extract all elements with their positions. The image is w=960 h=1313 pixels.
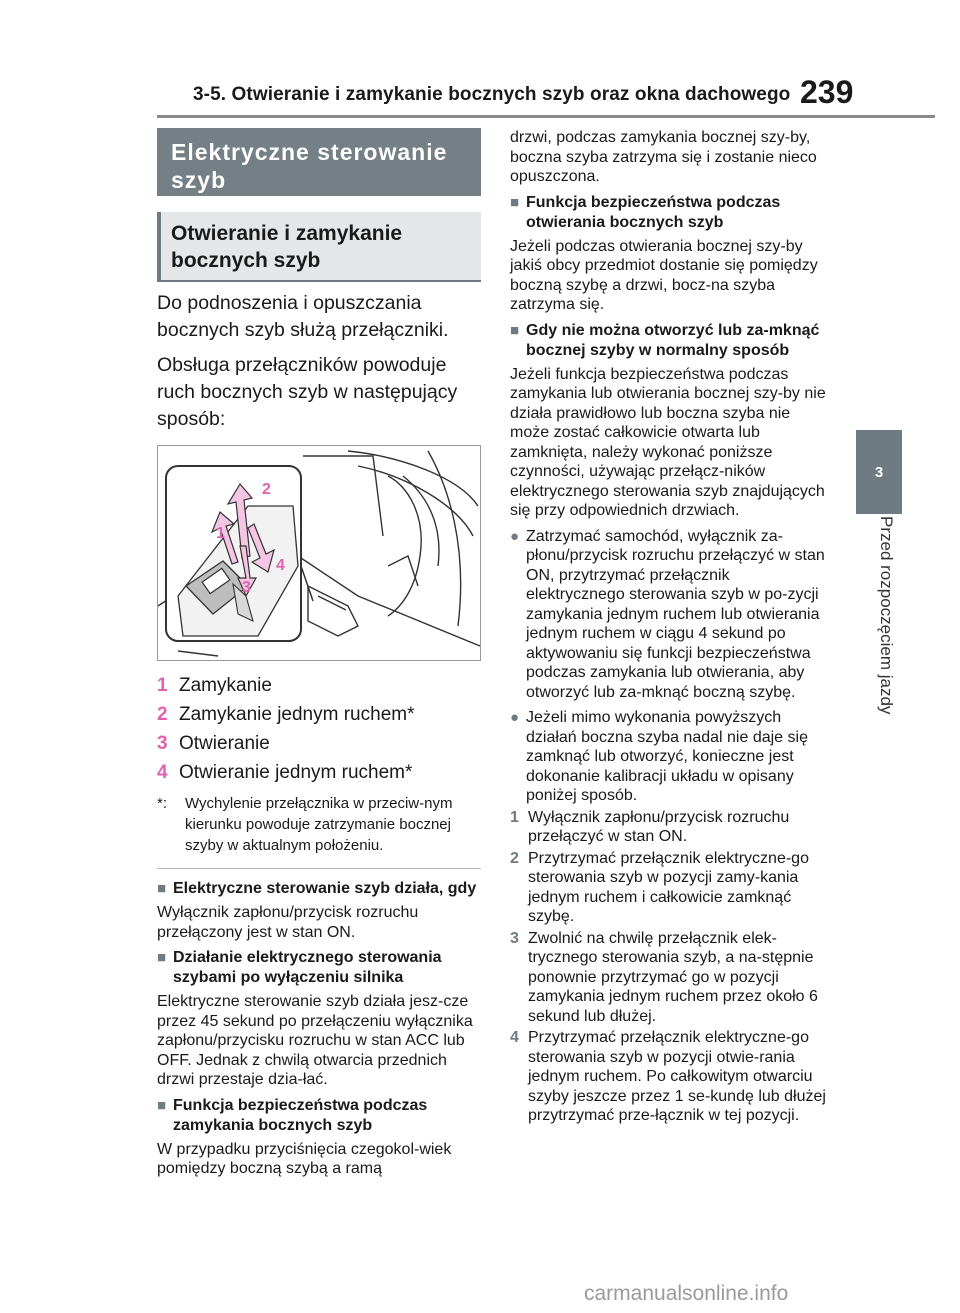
footnote	[157, 793, 481, 856]
legend-number: 4	[157, 762, 168, 783]
topic-title: Funkcja bezpieczeństwa podczas zamykania bocznych szyb	[173, 1096, 428, 1134]
topic-title: Elektryczne sterowanie szyb działa, gdy	[173, 880, 477, 897]
figure-label-4: 4	[276, 557, 285, 574]
left-column	[157, 128, 481, 1179]
legend-item	[157, 671, 481, 700]
legend-text: Otwieranie	[179, 733, 270, 754]
numbered-step	[510, 929, 830, 1027]
subsection-heading: Otwieranie i zamykanie bocznych szyb	[157, 212, 481, 282]
legend-item	[157, 729, 481, 758]
bullet-item	[510, 527, 830, 703]
step-number: 2	[510, 849, 519, 867]
footnote-text: Wychylenie przełącznika w przeciw-nym kierunku powoduje zatrzymanie bocznej szyby w aktualnym położeniu.	[185, 795, 453, 854]
topic-heading	[510, 193, 830, 233]
legend-item	[157, 700, 481, 729]
step-text: Przytrzymać przełącznik elektryczne-go sterowania szyb w pozycji otwie-rania jednym ruchem. Po całkowitym otwarciu szyby jeszcze przez 1 se-kundę lub dłużej przytrzymać prze-łącznik w tej pozycji.	[528, 1029, 826, 1124]
legend-text: Zamykanie	[179, 675, 272, 696]
circle-bullet-icon: ●	[510, 709, 520, 726]
legend-number: 1	[157, 675, 168, 696]
square-bullet-icon: ■	[510, 321, 520, 339]
step-text: Wyłącznik zapłonu/przycisk rozruchu przełączyć w stan ON.	[528, 808, 790, 845]
step-number: 4	[510, 1029, 519, 1046]
topic-body: Jeżeli podczas otwierania bocznej szy-by jakiś obcy przedmiot dostanie się pomiędzy boczną szybę a drzwi, bocz-na szyba zatrzyma się.	[510, 237, 818, 313]
page-number: 239	[800, 74, 854, 110]
chapter-label: Przed rozpoczęciem jazdy	[877, 516, 896, 715]
circle-bullet-icon: ●	[510, 527, 520, 545]
right-column	[510, 128, 830, 1126]
continued-text: drzwi, podczas zamykania bocznej szy-by, boczna szyba zatrzyma się i zostanie nieco opuszczona.	[510, 129, 817, 185]
figure-label-1: 1	[216, 525, 225, 542]
legend-item	[157, 758, 481, 787]
header-rule	[157, 115, 935, 118]
legend-number: 3	[157, 733, 168, 754]
bullet-text: Jeżeli mimo wykonania powyższych działań boczna szyba nadal nie daje się zamknąć lub otworzyć, konieczne jest dokonanie kalibracji układu w opisany poniżej sposób.	[526, 709, 808, 804]
step-number: 1	[510, 808, 519, 826]
running-header: 3-5. Otwieranie i zamykanie bocznych szyb oraz okna dachowego	[193, 84, 791, 105]
topic-title: Funkcja bezpieczeństwa podczas otwierania bocznych szyb	[526, 193, 781, 231]
divider	[157, 868, 481, 869]
topic-body: Jeżeli funkcja bezpieczeństwa podczas zamykania lub otwierania bocznej szy-by nie działa prawidłowo lub boczna szyba nie może zostać całkowicie otwarta lub zamknięta, należy wykonać poniższe czynności, używając przełącz-ników elektrycznego sterowania szyb znajdujących się przy odpowiednich drzwiach.	[510, 365, 826, 519]
step-text: Przytrzymać przełącznik elektryczne-go sterowania szyb w pozycji zamy-kania jednym ruchem i całkowicie zamknąć szybę.	[528, 849, 809, 925]
topic-heading	[157, 948, 481, 988]
step-number: 3	[510, 929, 519, 947]
intro-paragraph: Do podnoszenia i opuszczania bocznych szyb służą przełączniki.	[157, 292, 449, 341]
window-switch-illustration	[157, 445, 481, 661]
topic-body: Wyłącznik zapłonu/przycisk rozruchu przełączony jest w stan ON.	[157, 904, 419, 941]
numbered-step	[510, 1028, 830, 1126]
figure-label-2: 2	[262, 481, 271, 498]
square-bullet-icon: ■	[157, 949, 167, 966]
chapter-tab: 3	[856, 430, 902, 514]
footnote-mark: *:	[157, 795, 168, 812]
topic-title: Działanie elektrycznego sterowania szybami po wyłączeniu silnika	[173, 949, 442, 986]
bullet-item	[510, 708, 830, 806]
section-heading: Elektryczne sterowanie szyb	[157, 128, 481, 196]
square-bullet-icon: ■	[157, 880, 167, 897]
topic-heading	[157, 1096, 481, 1136]
topic-body: W przypadku przyciśnięcia czegokol-wiek pomiędzy boczną szybą a ramą	[157, 1140, 452, 1177]
watermark: carmanualsonline.info	[584, 1282, 789, 1305]
square-bullet-icon: ■	[157, 1096, 167, 1114]
legend-text: Zamykanie jednym ruchem*	[179, 704, 415, 725]
figure-label-3: 3	[242, 579, 251, 596]
square-bullet-icon: ■	[510, 193, 520, 211]
numbered-step	[510, 849, 830, 927]
topic-heading	[510, 321, 830, 361]
topic-title: Gdy nie można otworzyć lub za-mknąć bocznej szyby w normalny sposób	[526, 321, 820, 359]
illustration-svg	[158, 446, 480, 660]
legend-number: 2	[157, 704, 168, 725]
numbered-step	[510, 808, 830, 847]
topic-heading	[157, 879, 481, 899]
intro-paragraph: Obsługa przełączników powoduje ruch bocznych szyb w następujący sposób:	[157, 354, 458, 430]
step-text: Zwolnić na chwilę przełącznik elek-trycznego sterowania szyb, a na-stępnie ponownie przytrzymać go w pozycji zamykania jednym ruchem przez około 6 sekund lub dłużej.	[528, 929, 818, 1025]
legend-text: Otwieranie jednym ruchem*	[179, 762, 413, 783]
bullet-text: Zatrzymać samochód, wyłącznik za-płonu/przycisk rozruchu przełączyć w stan ON, przytrzymać przełącznik elektrycznego sterowania szyb w po-zycji zamykania jednym ruchem lub otwierania jednym ruchem w ciągu 4 sekund po aktywowaniu się funkcji bezpieczeństwa podczas zamykania lub otwierania, aby otworzyć lub za-mknąć boczną szybę.	[526, 527, 825, 701]
topic-body: Elektryczne sterowanie szyb działa jesz-cze przez 45 sekund po przełączeniu wyłącznika zapłonu/przycisku rozruchu w stan ACC lub OFF. Jednak z chwilą otwarcia przednich drzwi przestaje dzia-łać.	[157, 993, 473, 1088]
legend-list	[157, 671, 481, 787]
